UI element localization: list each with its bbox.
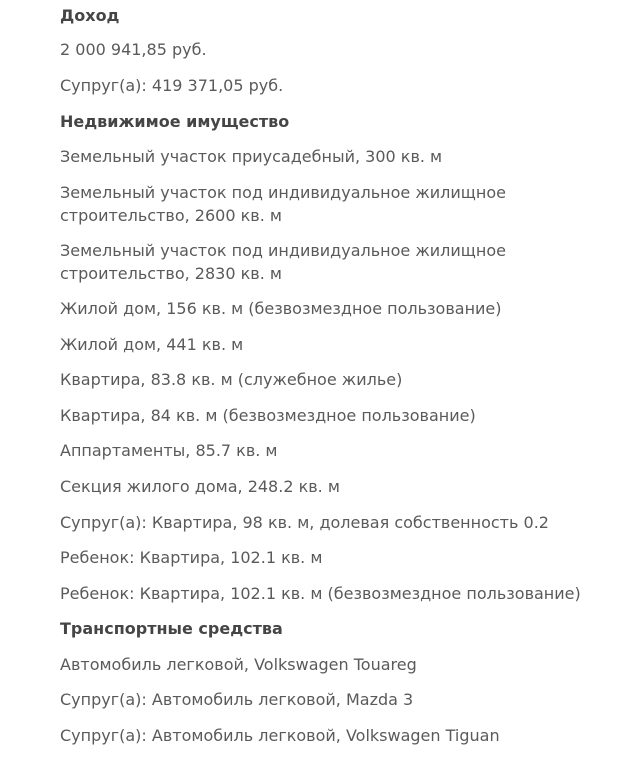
property-title: Недвижимое имущество	[60, 112, 290, 131]
property-item: Жилой дом, 156 кв. м (безвозмездное пользование)	[60, 299, 502, 318]
property-item: Земельный участок под индивидуальное жилищное	[60, 183, 506, 202]
property-item: Квартира, 84 кв. м (безвозмездное пользование)	[60, 406, 476, 425]
property-item: Ребенок: Квартира, 102.1 кв. м (безвозмездное пользование)	[60, 584, 581, 603]
property-item-cont: строительство, 2600 кв. м	[60, 206, 282, 225]
income-title: Доход	[60, 6, 120, 25]
property-item-cont: строительство, 2830 кв. м	[60, 264, 282, 283]
property-item: Земельный участок под индивидуальное жилищное	[60, 241, 506, 260]
vehicle-item: Автомобиль легковой, Volkswagen Touareg	[60, 655, 417, 674]
property-item: Земельный участок приусадебный, 300 кв. м	[60, 147, 443, 166]
property-item: Квартира, 83.8 кв. м (служебное жилье)	[60, 370, 403, 389]
vehicle-item: Супруг(а): Автомобиль легковой, Mazda 3	[60, 690, 414, 709]
vehicle-item: Супруг(а): Автомобиль легковой, Volkswagen Tiguan	[60, 726, 500, 745]
property-item: Аппартаменты, 85.7 кв. м	[60, 441, 278, 460]
property-item: Жилой дом, 441 кв. м	[60, 335, 244, 354]
vehicles-title: Транспортные средства	[60, 619, 283, 638]
income-item-total: 2 000 941,85 руб.	[60, 40, 207, 59]
property-item: Супруг(а): Квартира, 98 кв. м, долевая собственность 0.2	[60, 513, 549, 532]
property-item: Ребенок: Квартира, 102.1 кв. м	[60, 548, 323, 567]
property-item: Секция жилого дома, 248.2 кв. м	[60, 477, 340, 496]
income-item-spouse: Супруг(а): 419 371,05 руб.	[60, 76, 284, 95]
